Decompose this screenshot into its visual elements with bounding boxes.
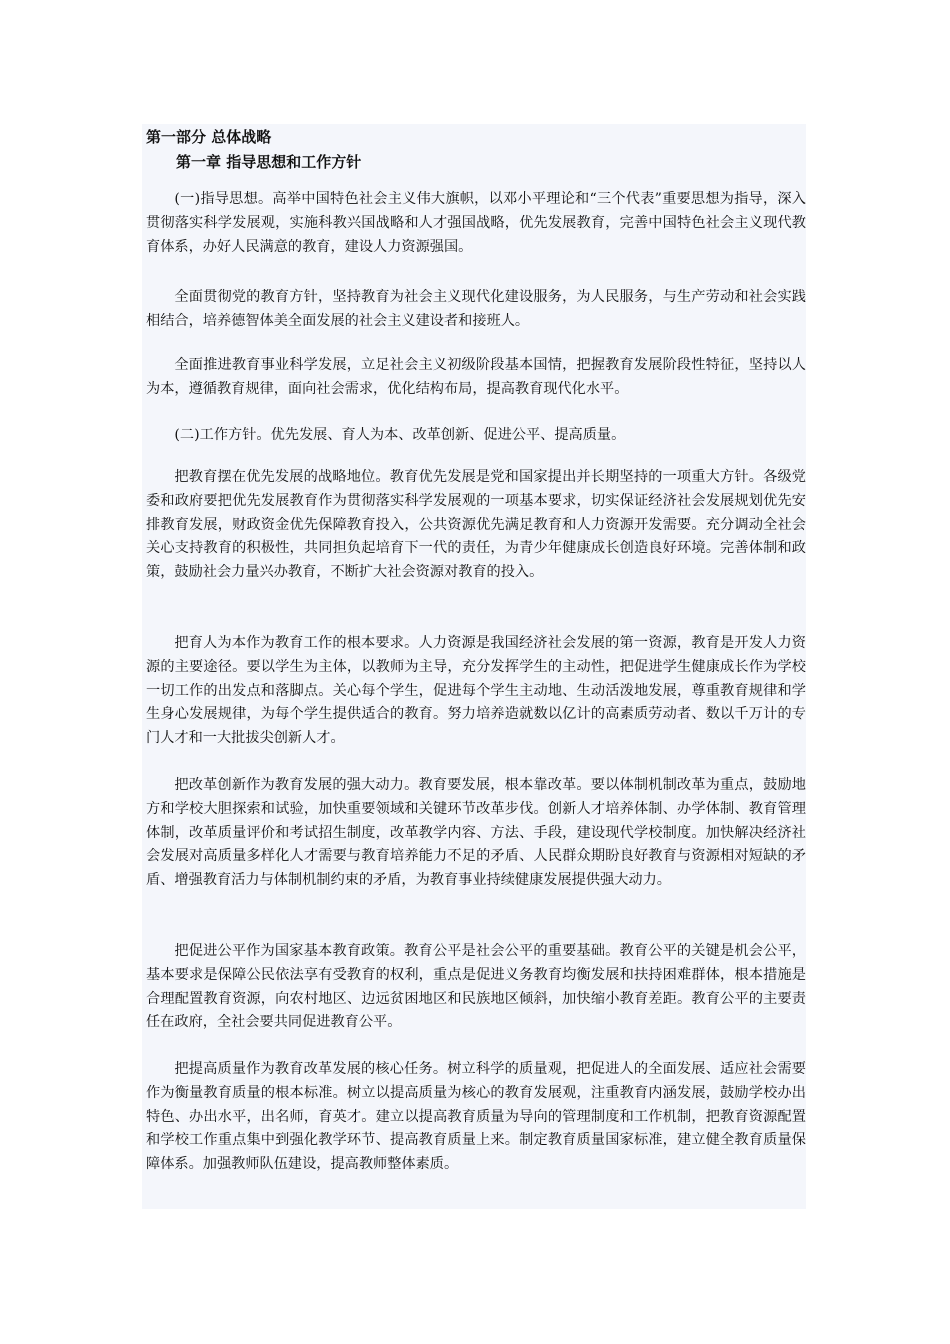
paragraph-improve-quality: 把提高质量作为教育改革发展的核心任务。树立科学的质量观，把促进人的全面发展、适应社会需要作为衡量教育质量的根本标准。树立以提高质量为核心的教育发展观，注重教育内涵发展，鼓励学校办出特色、办出水平，出名师，育英才。建立以提高教育质量为导向的管理制度和工作机制，把教育资源配置和学校工作重点集中到强化教学环节、提高教育质量上来。制定教育质量国家标准，建立健全教育质量保障体系。加强教师队伍建设，提高教师整体素质。 — [146, 1061, 806, 1173]
chapter-title: 第一章 指导思想和工作方针 — [176, 153, 362, 171]
paragraph-priority-development: 把教育摆在优先发展的战略地位。教育优先发展是党和国家提出并长期坚持的一项重大方针。各级党委和政府要把优先发展教育作为贯彻落实科学发展观的一项基本要求，切实保证经济社会发展规划优先安排教育发展，财政资金优先保障教育投入，公共资源优先满足教育和人力资源开发需要。充分调动全社会关心支持教育的积极性，共同担负起培育下一代的责任，为青少年健康成长创造良好环境。完善体制和政策，鼓励社会力量兴办教育，不断扩大社会资源对教育的投入。 — [146, 469, 806, 581]
paragraph-reform-innovation: 把改革创新作为教育发展的强大动力。教育要发展，根本靠改革。要以体制机制改革为重点，鼓励地方和学校大胆探索和试验，加快重要领域和关键环节改革步伐。创新人才培养体制、办学体制、教育管理体制，改革质量评价和考试招生制度，改革教学内容、方法、手段，建设现代学校制度。加快解决经济社会发展对高质量多样化人才需要与教育培养能力不足的矛盾、人民群众期盼良好教育与资源相对短缺的矛盾、增强教育活力与体制机制约束的矛盾，为教育事业持续健康发展提供强大动力。 — [146, 777, 806, 889]
paragraph-education-policy: 全面贯彻党的教育方针，坚持教育为社会主义现代化建设服务，为人民服务，与生产劳动和社会实践相结合，培养德智体美全面发展的社会主义建设者和接班人。 — [146, 289, 806, 329]
paragraph-promote-equity: 把促进公平作为国家基本教育政策。教育公平是社会公平的重要基础。教育公平的关键是机会公平，基本要求是保障公民依法享有受教育的权利，重点是促进义务教育均衡发展和扶持困难群体，根本措施是合理配置教育资源，向农村地区、边远贫困地区和民族地区倾斜，加快缩小教育差距。教育公平的主要责任在政府，全社会要共同促进教育公平。 — [146, 943, 806, 1031]
paragraph-people-oriented: 把育人为本作为教育工作的根本要求。人力资源是我国经济社会发展的第一资源，教育是开发人力资源的主要途径。要以学生为主体，以教师为主导，充分发挥学生的主动性，把促进学生健康成长作为学校一切工作的出发点和落脚点。关心每个学生，促进每个学生主动地、生动活泼地发展，尊重教育规律和学生身心发展规律，为每个学生提供适合的教育。努力培养造就数以亿计的高素质劳动者、数以千万计的专门人才和一大批拔尖创新人才。 — [146, 635, 806, 747]
part-title: 第一部分 总体战略 — [146, 128, 272, 146]
paragraph-scientific-development: 全面推进教育事业科学发展，立足社会主义初级阶段基本国情，把握教育发展阶段性特征，坚持以人为本，遵循教育规律，面向社会需求，优化结构布局，提高教育现代化水平。 — [146, 357, 806, 397]
paragraph-working-principles: (二)工作方针。优先发展、育人为本、改革创新、促进公平、提高质量。 — [174, 427, 626, 443]
paragraph-guiding-ideology: (一)指导思想。高举中国特色社会主义伟大旗帜，以邓小平理论和“三个代表”重要思想为指导，深入贯彻落实科学发展观，实施科教兴国战略和人才强国战略，优先发展教育，完善中国特色社会主义现代教育体系，办好人民满意的教育，建设人力资源强国。 — [146, 191, 806, 255]
